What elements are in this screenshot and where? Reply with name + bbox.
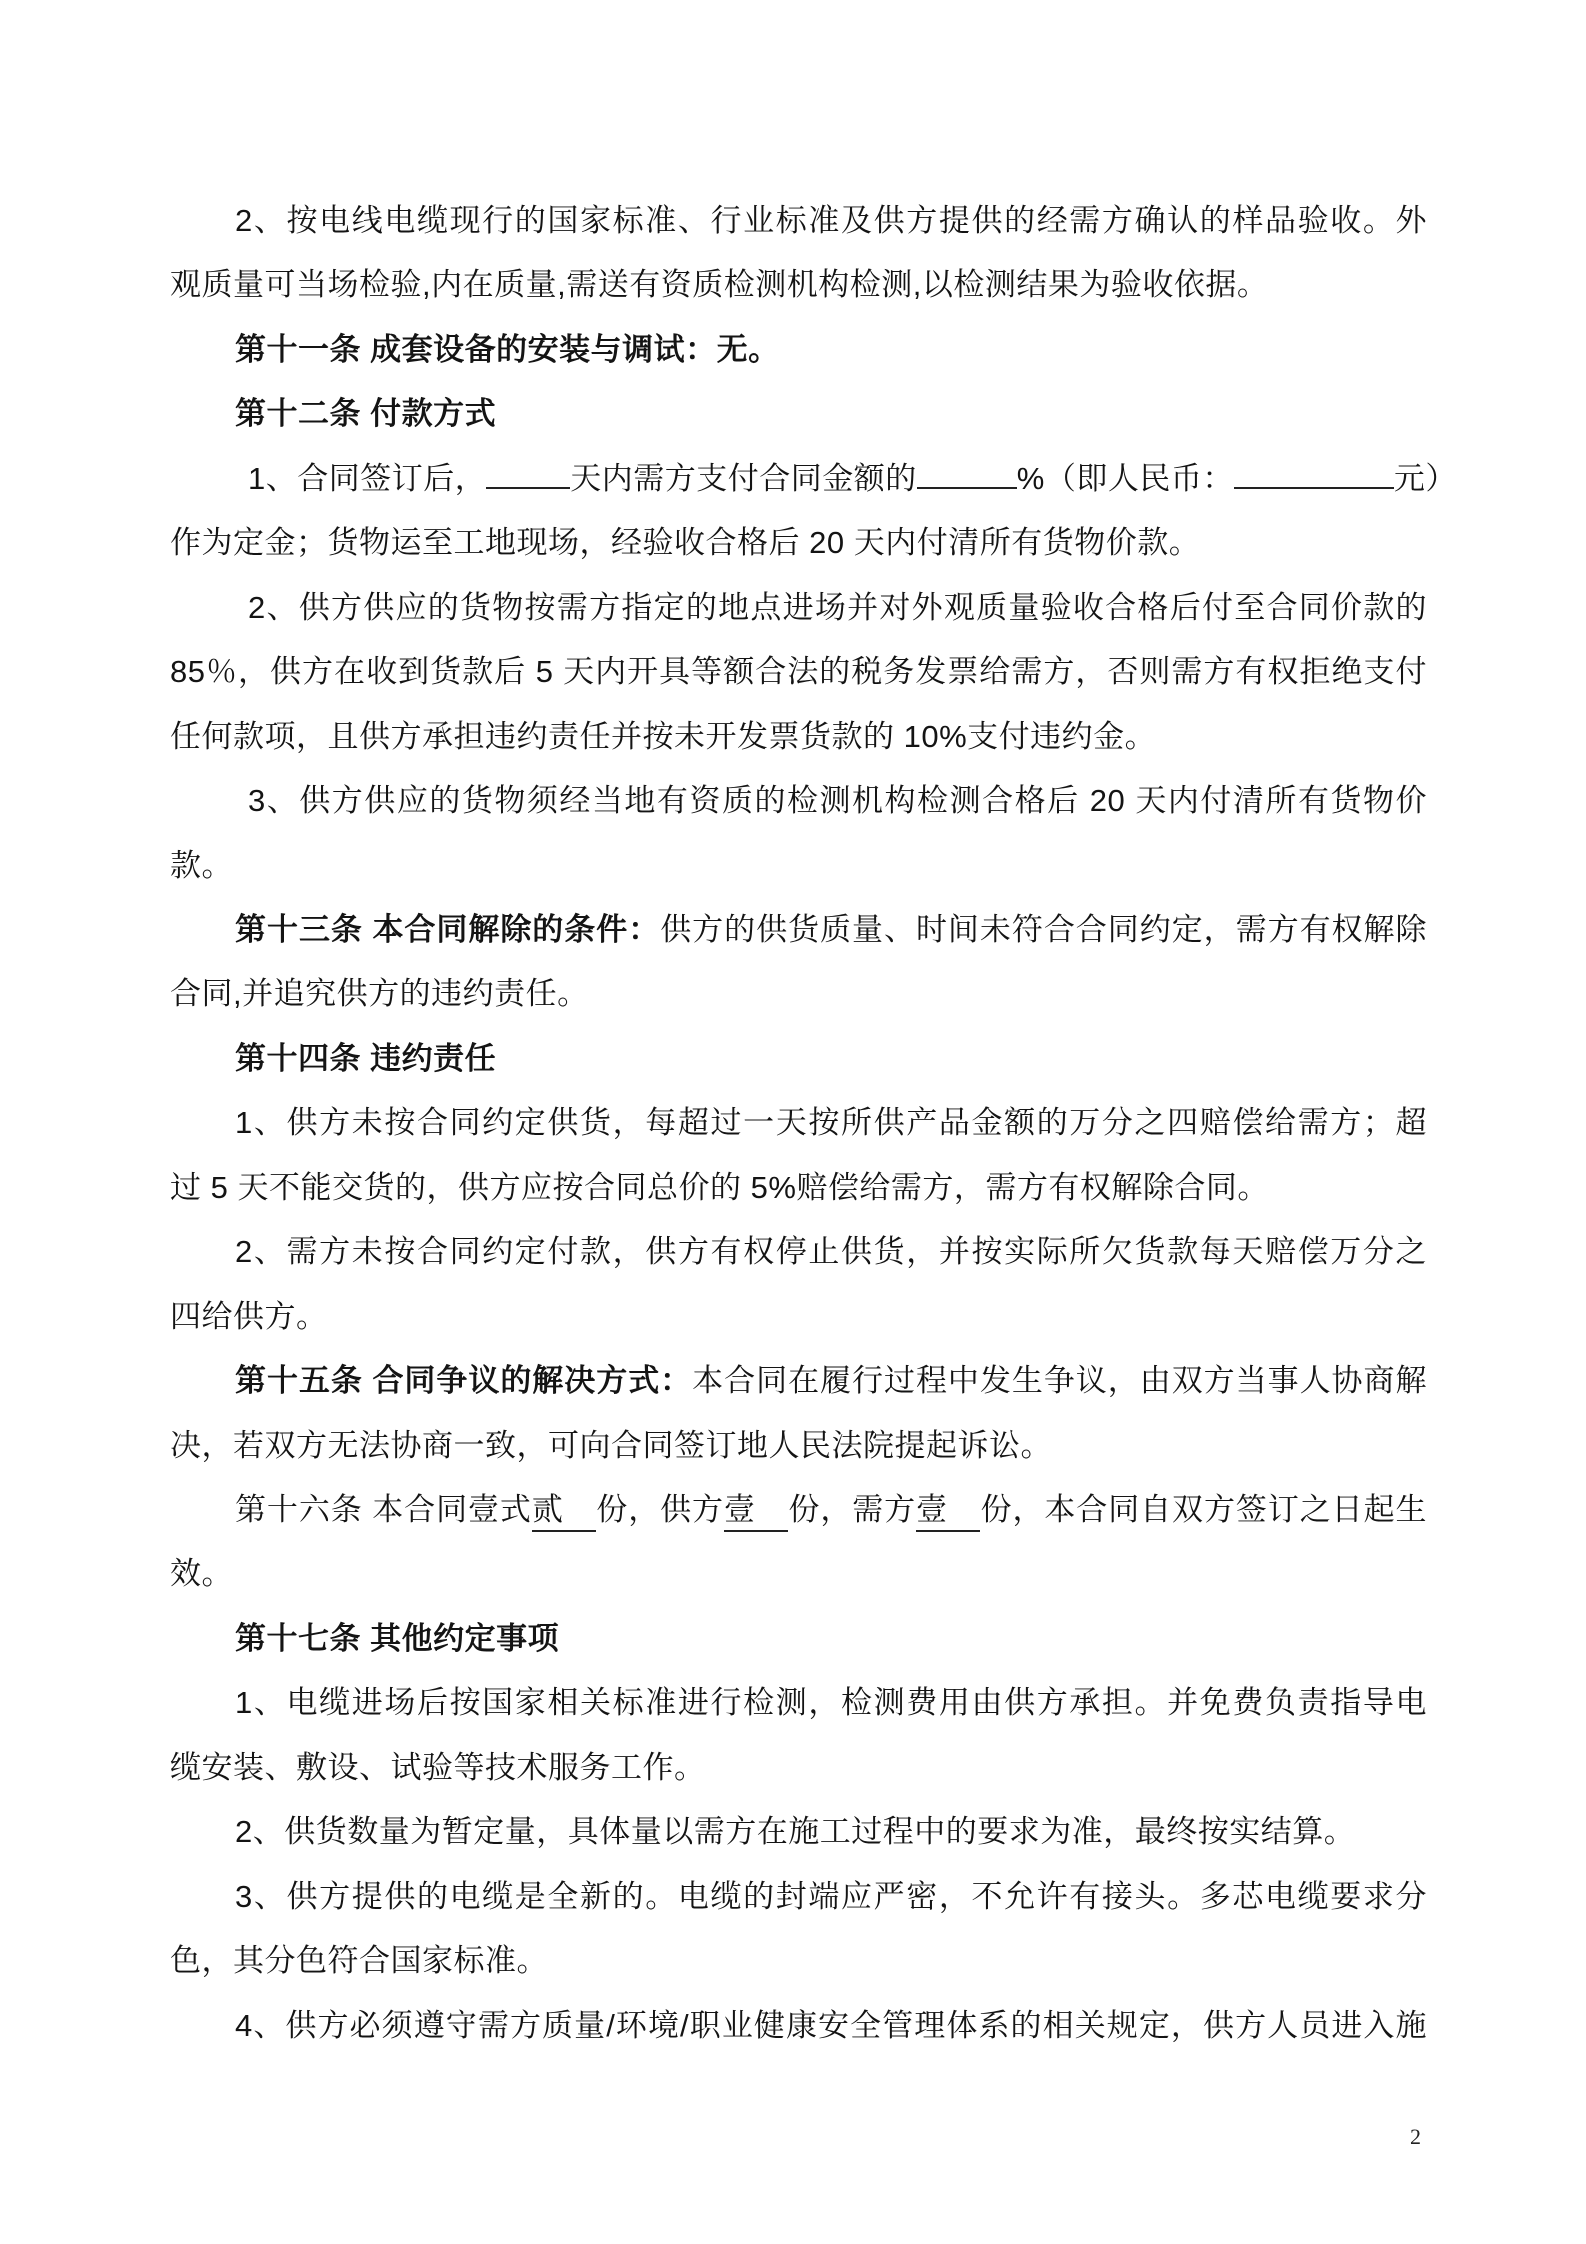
- clause-heading: 第十四条 违约责任: [235, 1040, 497, 1076]
- text-segment: 份，供方: [595, 1492, 724, 1527]
- clause-heading: 第十三条 本合同解除的条件：: [235, 911, 661, 947]
- text-segment: 份，需方: [787, 1492, 917, 1527]
- text-segment: 观质量可当场检验,内在质量,需送有资质检测机构检测,以检测结果为验收依据。: [170, 267, 1269, 303]
- text-segment: 第十六条 本合同壹式: [235, 1492, 532, 1527]
- text-segment: 色，其分色符合国家标准。: [170, 1943, 548, 1979]
- text-segment: 合同,并追究供方的违约责任。: [170, 976, 589, 1012]
- text-line: [235, 189, 1427, 253]
- text-line: [235, 1671, 1427, 1735]
- text-segment: 元）: [1393, 460, 1457, 496]
- text-line: [235, 1091, 1427, 1155]
- text-segment: 1、供方未按合同约定供货，每超过一天按所供产品金额的万分之四赔偿给需方；超: [235, 1105, 1427, 1141]
- text-line: [235, 898, 1427, 962]
- text-segment: 款。: [170, 847, 233, 883]
- fill-in-blank: 贰: [532, 1490, 596, 1532]
- text-segment: 任何款项，且供方承担违约责任并按未开发票货款的 10%支付违约金。: [170, 718, 1157, 754]
- text-line: [170, 1285, 1427, 1349]
- text-line: [235, 382, 1427, 446]
- text-segment: 决，若双方无法协商一致，可向合同签订地人民法院提起诉讼。: [170, 1427, 1052, 1463]
- text-segment: 四给供方。: [170, 1298, 328, 1334]
- text-line: [248, 576, 1427, 640]
- clause-heading: 第十二条 付款方式: [235, 396, 497, 432]
- text-line: [235, 1349, 1427, 1413]
- text-segment: 份，本合同自双方签订之日起生: [980, 1492, 1427, 1527]
- page-number: 2: [1410, 2124, 1421, 2149]
- text-segment: 85％，供方在收到货款后 5 天内开具等额合法的税务发票给需方，否则需方有权拒绝支付: [170, 654, 1427, 690]
- text-line: [235, 1220, 1427, 1284]
- text-segment: 天内需方支付合同金额的: [570, 460, 917, 496]
- text-line: [170, 1929, 1427, 1993]
- text-segment: 本合同在履行过程中发生争议，由双方当事人协商解: [692, 1363, 1427, 1399]
- text-line: [170, 705, 1427, 769]
- text-line: [235, 1865, 1427, 1929]
- text-segment: 1、电缆进场后按国家相关标准进行检测，检测费用由供方承担。并免费负责指导电: [235, 1685, 1427, 1721]
- text-line: [170, 640, 1427, 704]
- text-line: [170, 1736, 1427, 1800]
- clause-heading: 第十一条 成套设备的安装与调试：无。: [235, 331, 780, 367]
- text-segment: 作为定金；货物运至工地现场，经验收合格后 20 天内付清所有货物价款。: [170, 525, 1201, 561]
- fill-in-blank: [917, 487, 1017, 489]
- fill-in-blank: [486, 487, 570, 489]
- text-segment: 2、需方未按合同约定付款，供方有权停止供货，并按实际所欠货款每天赔偿万分之: [235, 1234, 1427, 1270]
- text-line: [235, 1800, 1427, 1864]
- clause-heading: 第十七条 其他约定事项: [235, 1620, 560, 1656]
- text-line: [248, 447, 1457, 511]
- text-line: [235, 1994, 1427, 2058]
- text-segment: 缆安装、敷设、试验等技术服务工作。: [170, 1749, 706, 1785]
- text-segment: 2、按电线电缆现行的国家标准、行业标准及供方提供的经需方确认的样品验收。外: [235, 203, 1427, 238]
- text-segment: 2、供货数量为暂定量，具体量以需方在施工过程中的要求为准，最终按实结算。: [235, 1814, 1356, 1850]
- text-line: [235, 1607, 1427, 1671]
- text-segment: 3、供方供应的货物须经当地有资质的检测机构检测合格后 20 天内付清所有货物价: [248, 783, 1427, 819]
- text-line: [235, 318, 1427, 382]
- text-line: [170, 1542, 1427, 1606]
- text-segment: 供方的供货质量、时间未符合合同约定，需方有权解除: [660, 911, 1427, 947]
- text-line: [170, 1156, 1427, 1220]
- text-line: [170, 962, 1427, 1026]
- text-line: [170, 511, 1427, 575]
- clause-heading: 第十五条 合同争议的解决方式：: [235, 1363, 693, 1399]
- text-segment: 1、合同签订后，: [248, 460, 487, 496]
- text-line: [170, 834, 1427, 898]
- text-line: [235, 1027, 1427, 1091]
- text-line: [170, 1414, 1427, 1478]
- fill-in-blank: 壹: [916, 1490, 980, 1532]
- text-segment: %（即人民币：: [1016, 460, 1234, 496]
- text-segment: 过 5 天不能交货的，供方应按合同总价的 5%赔偿给需方，需方有权解除合同。: [170, 1169, 1269, 1205]
- text-segment: 3、供方提供的电缆是全新的。电缆的封端应严密，不允许有接头。多芯电缆要求分: [235, 1878, 1427, 1914]
- fill-in-blank: [1234, 487, 1394, 489]
- text-line: [248, 769, 1427, 833]
- text-line: [170, 253, 1427, 317]
- text-segment: 效。: [170, 1556, 233, 1592]
- text-segment: 4、供方必须遵守需方质量/环境/职业健康安全管理体系的相关规定，供方人员进入施: [235, 2007, 1427, 2043]
- text-line: [235, 1478, 1427, 1542]
- text-segment: 2、供方供应的货物按需方指定的地点进场并对外观质量验收合格后付至合同价款的: [248, 589, 1427, 625]
- fill-in-blank: 壹: [724, 1490, 788, 1532]
